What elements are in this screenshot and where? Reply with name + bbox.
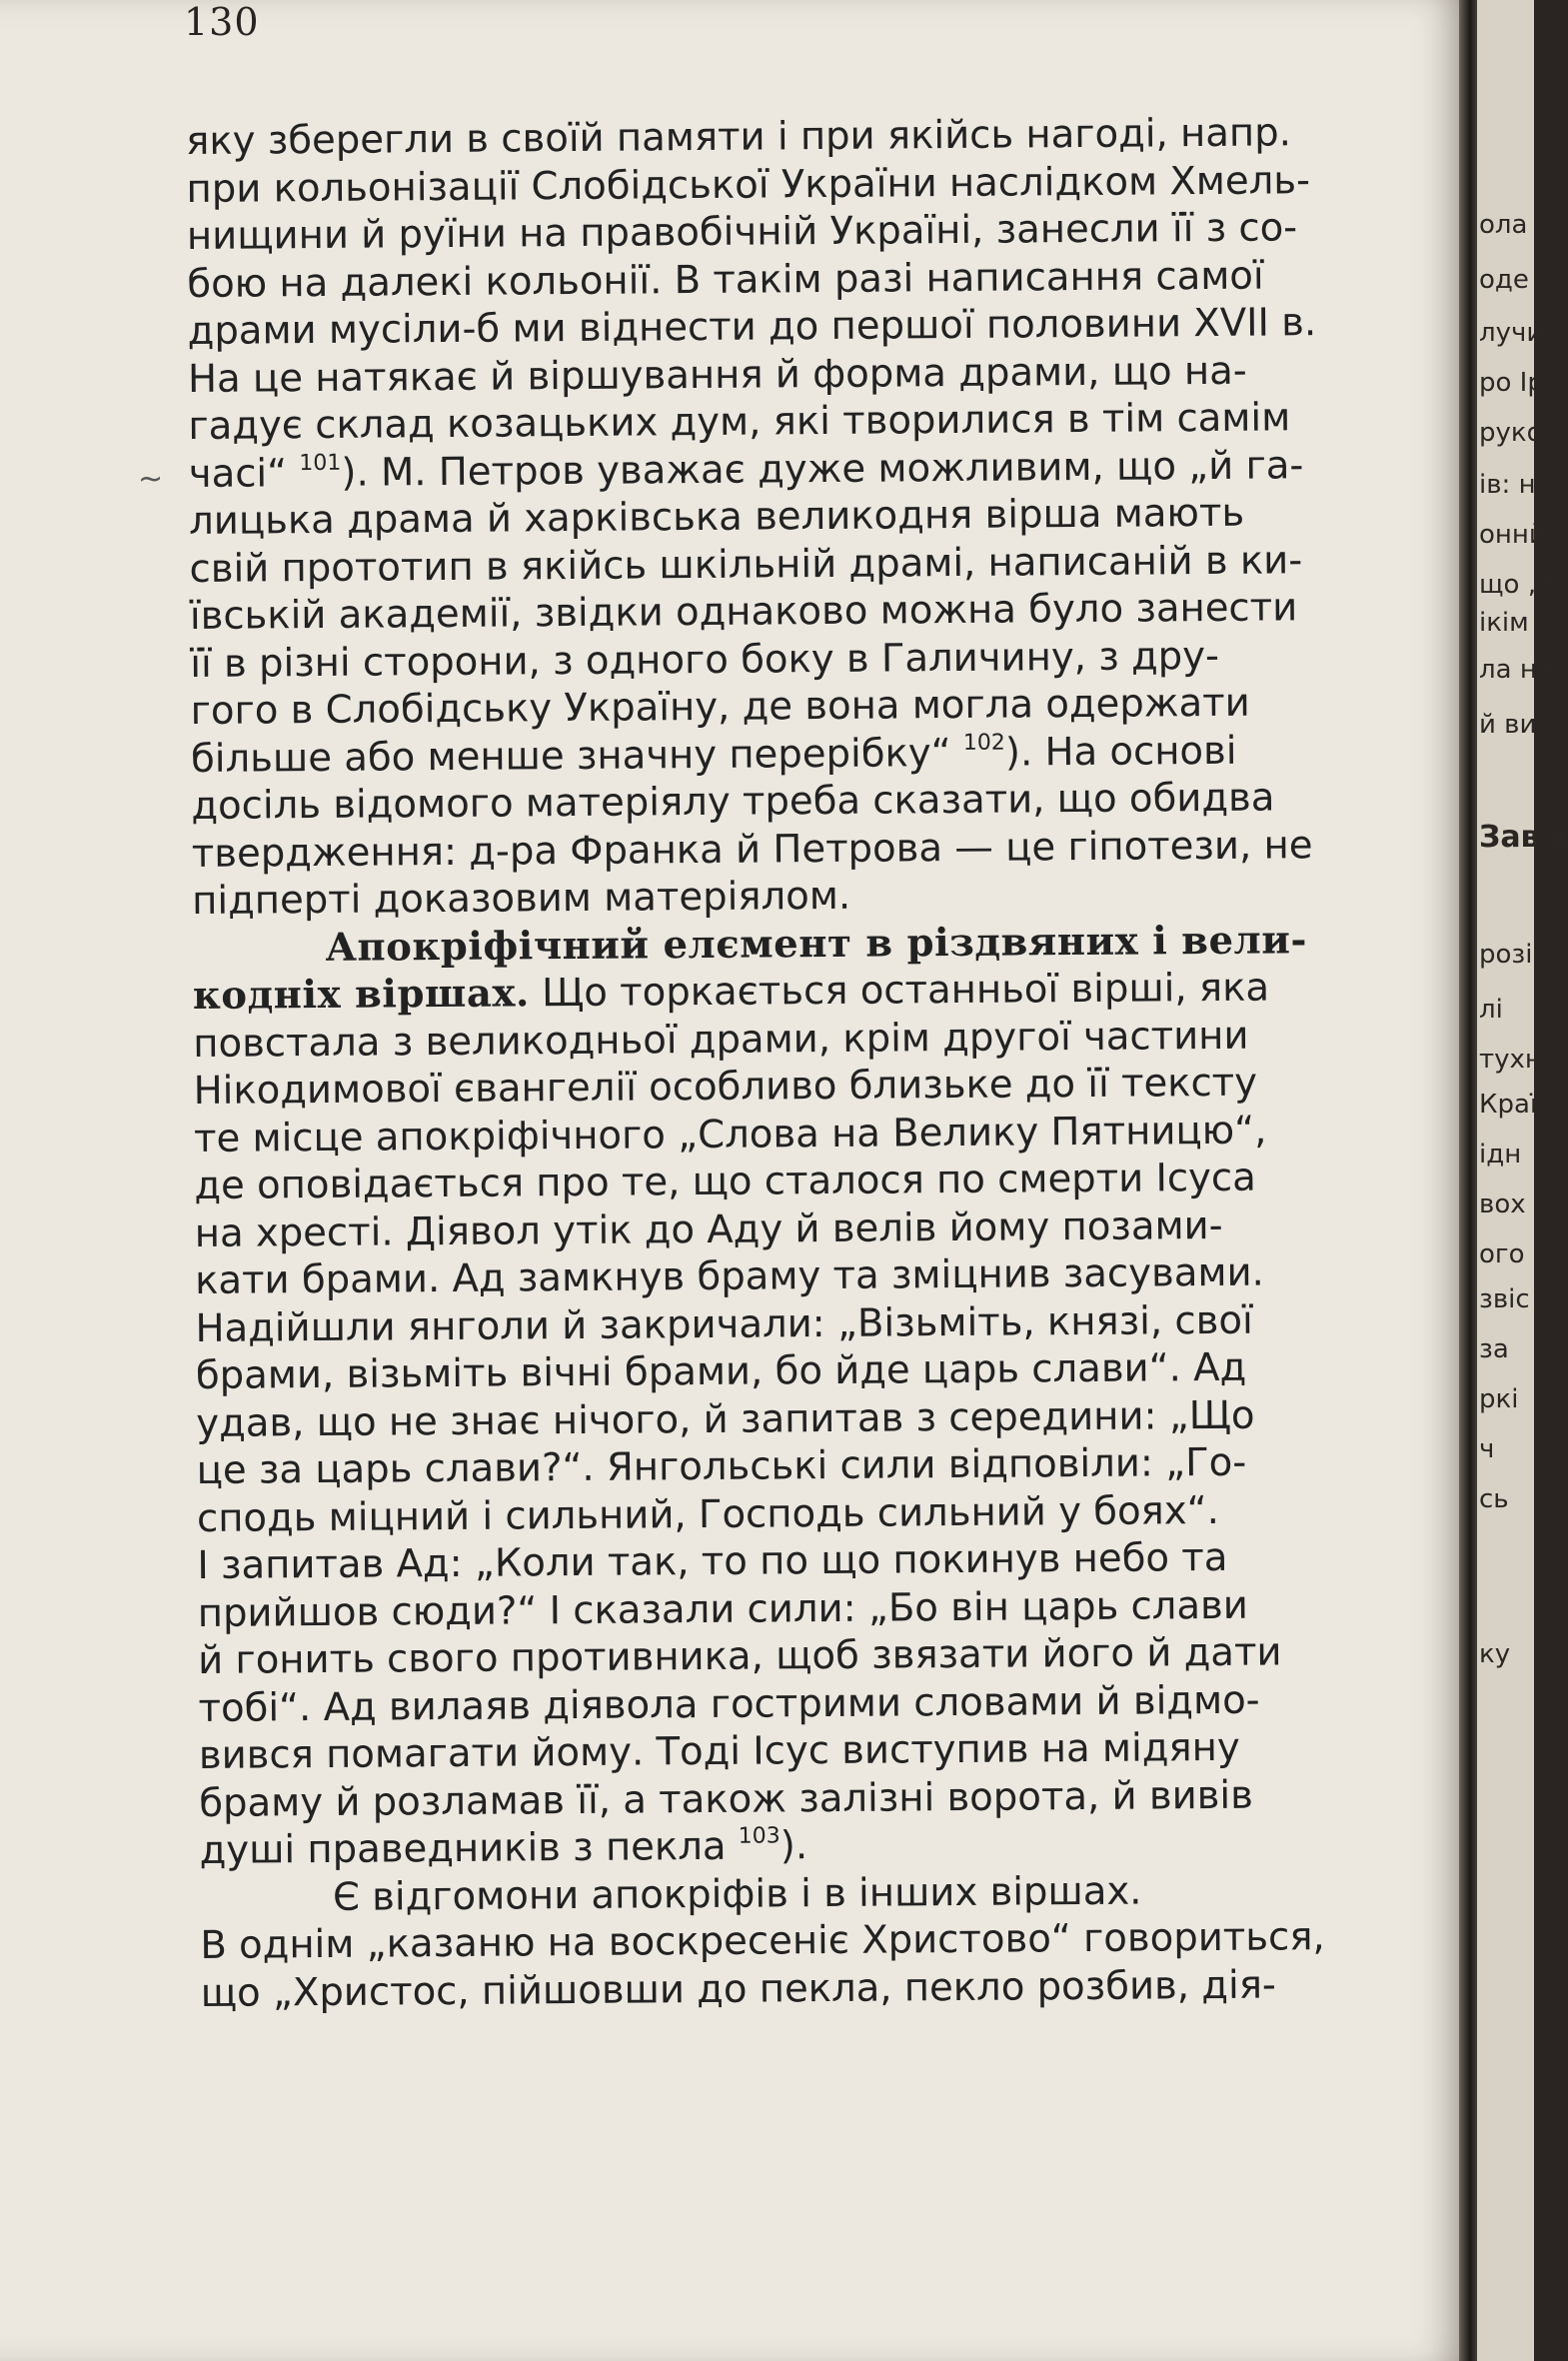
text-run: досіль відомого матеріялу треба сказати, що обидва [191, 775, 1275, 829]
adjacent-page-edge [1477, 0, 1568, 2361]
text-run: Нікодимової євангелії особливо близьке до її тексту [193, 1060, 1258, 1114]
text-run: свій прототип в якійсь шкільній драмі, написаній в ки- [189, 537, 1303, 592]
text-run: її в різні сторони, з одного боку в Галичину, з дру- [190, 633, 1220, 687]
text-run: сподь міцний і сильний, Господь сильний у боях“. [196, 1487, 1220, 1541]
text-run: драми мусіли-б ми віднести до першої половини XVII в. [187, 300, 1317, 354]
adjacent-page-fragment: сь [1479, 1484, 1509, 1514]
text-line [187, 298, 1466, 356]
text-run: ). На основі [1004, 728, 1237, 776]
section-heading: кодніх віршах. [192, 971, 531, 1019]
adjacent-page-fragment: розі [1479, 940, 1533, 970]
text-run: удав, що не знає нічого, й запитав з середини: „Що [196, 1392, 1255, 1446]
adjacent-page-fragment: оде і [1479, 265, 1545, 295]
adjacent-page-fragment: вох [1479, 1189, 1526, 1219]
text-run: більше або менше значну перерібку“ [190, 730, 964, 782]
text-run: Є відгомони апокріфів і в інших віршах. [332, 1868, 1142, 1920]
text-run: гого в Слобідську Україну, де вона могла одержати [190, 680, 1250, 734]
adjacent-page-fragment: тухн [1479, 1045, 1542, 1075]
text-run: Надійшли янголи й закричали: „Візьміть, князі, свої [195, 1297, 1253, 1351]
adjacent-page-fragment: лі [1479, 995, 1503, 1025]
text-run: повстала з великодньої драми, крім другої частини [193, 1013, 1249, 1067]
adjacent-page-fragment: ола і [1479, 210, 1543, 240]
adjacent-page-fragment: ів: н [1479, 470, 1536, 500]
text-run: В однім „казаню на воскресеніє Христово“ говориться, [200, 1914, 1325, 1968]
text-run: Що торкається останньої вірші, яка [529, 965, 1270, 1017]
adjacent-page-fragment: Краї [1479, 1090, 1538, 1120]
page-number: 130 [184, 0, 260, 44]
text-run: й гонить свого противника, щоб звязати його й дати [197, 1629, 1282, 1683]
text-run: прийшов сюди?“ І сказали сили: „Бо він царь слави [197, 1582, 1248, 1636]
adjacent-page-fragment: ку [1479, 1639, 1511, 1669]
text-run: гадує склад козацьких дум, які творилися в тім самім [188, 395, 1291, 449]
text-run: І запитав Ад: „Коли так, то по що покинув небо та [197, 1534, 1228, 1588]
text-line [190, 583, 1469, 641]
text-run: ). [780, 1823, 808, 1869]
text-line [189, 440, 1468, 498]
text-line [192, 915, 1471, 973]
adjacent-page-fragment: ро Ір [1479, 368, 1544, 398]
section-heading: Апокріфічний елємент в різдвяних і вели- [325, 917, 1308, 971]
text-run: де оповідається про те, що сталося по смерти Ісуса [194, 1155, 1256, 1208]
adjacent-page-fragment: що „т [1479, 570, 1557, 600]
footnote-ref: 103 [738, 1823, 781, 1849]
adjacent-page-fragment: ч [1479, 1434, 1495, 1464]
text-run: ївській академії, звідки однаково можна було занести [189, 585, 1298, 639]
text-run: часі“ [188, 450, 300, 497]
adjacent-page-fragment: ідн [1479, 1140, 1522, 1170]
adjacent-page-fragment: ого [1479, 1239, 1525, 1269]
text-run: душі праведників з пекла [199, 1823, 739, 1873]
adjacent-page-fragment: лучи, [1479, 318, 1552, 348]
text-run: яку зберегли в своїй памяти і при якійсь нагоді, напр. [186, 110, 1292, 164]
text-line [187, 203, 1466, 261]
footnote-ref: 102 [962, 730, 1005, 756]
adjacent-page-fragment: руко [1479, 418, 1543, 448]
text-run: твердження: д-ра Франка й Петрова — це гіпотези, не [191, 822, 1313, 877]
text-line [192, 820, 1471, 878]
text-run: бою на далекі кольонії. В такім разі написання самої [187, 253, 1264, 307]
text-run: брами, візьміть вічні брами, бо йде царь слави“. Ад [195, 1344, 1247, 1398]
text-run: лицька драма й харківська великодня вірша мають [188, 490, 1245, 544]
adjacent-page-fragment: й ви [1479, 710, 1537, 740]
text-run: вився помагати йому. Тоді Ісус виступив на мідяну [198, 1724, 1240, 1778]
footnote-ref: 101 [299, 450, 342, 476]
text-run: ). М. Петров уважає дуже можливим, що „й га- [341, 442, 1304, 496]
text-run: На це натякає й віршування й форма драми, що на- [187, 348, 1247, 402]
adjacent-page-fragment: ікім [1479, 608, 1529, 638]
adjacent-page-fragment: ркі [1479, 1384, 1519, 1414]
margin-pencil-mark: ~ [138, 462, 164, 497]
text-run: те місце апокріфічного „Слова на Велику Пятницю“, [193, 1108, 1267, 1162]
text-run: тобі“. Ад вилаяв діявола гострими словами й відмо- [198, 1677, 1260, 1731]
adjacent-page-fragment: ла на [1479, 655, 1553, 685]
text-run: при кольонізації Слобідської України наслідком Хмель- [186, 157, 1311, 212]
text-run: на хресті. Діявол утік до Аду й велів йому позами- [194, 1202, 1223, 1256]
text-line [201, 1959, 1480, 2017]
adjacent-page-fragment: звіс [1479, 1284, 1530, 1314]
text-run: кати брами. Ад замкнув браму та зміцнив засувами. [194, 1249, 1264, 1303]
text-line [200, 1912, 1479, 1970]
text-run: нищини й руїни на правобічній Україні, занесли її з со- [186, 205, 1298, 259]
body-text [186, 108, 1480, 2017]
adjacent-page-fragment: Зав'я [1479, 820, 1568, 855]
text-run: підперті доказовим матеріялом. [191, 873, 851, 924]
text-run: це за царь слави?“. Янгольські сили відповіли: „Го- [196, 1439, 1247, 1493]
text-run: браму й розламав її, а також залізні ворота, й вивів [199, 1772, 1254, 1826]
adjacent-page-fragment: за [1479, 1334, 1509, 1364]
adjacent-page-fragment: оннй [1479, 520, 1546, 550]
text-run: що „Христос, пійшовши до пекла, пекло розбив, дія- [200, 1961, 1277, 2016]
